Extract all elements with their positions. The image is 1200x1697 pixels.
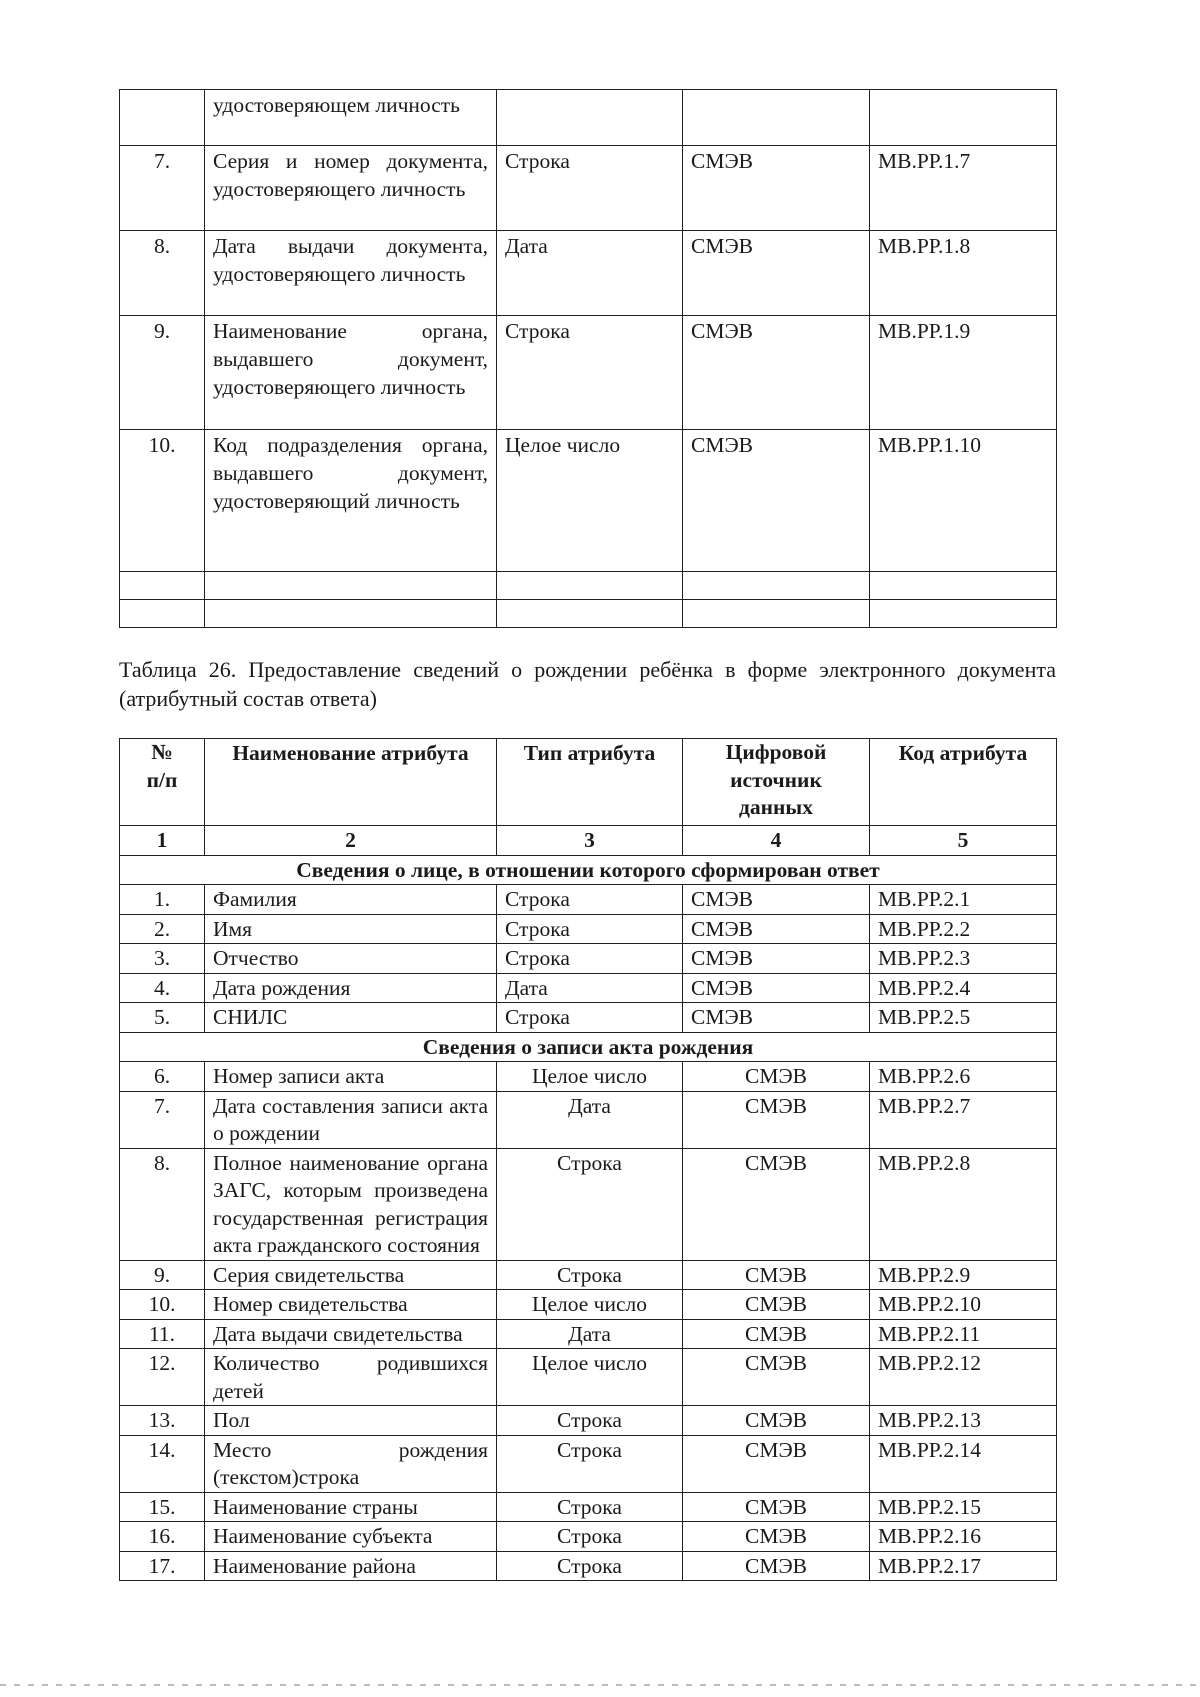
attribute-name: Дата рождения xyxy=(205,973,497,1003)
data-source: СМЭВ xyxy=(683,1148,870,1260)
attribute-type: Строка xyxy=(497,1522,683,1552)
attribute-type: Целое число xyxy=(497,1349,683,1406)
data-source: СМЭВ xyxy=(683,1290,870,1320)
table-26 xyxy=(119,738,1057,1581)
table-continuation xyxy=(119,89,1057,628)
attribute-code: МВ.РР.2.10 xyxy=(870,1290,1057,1320)
table-row xyxy=(120,1319,1057,1349)
row-number: 14. xyxy=(120,1435,205,1492)
data-source: СМЭВ xyxy=(683,1319,870,1349)
attribute-name: Серия свидетельства xyxy=(205,1260,497,1290)
row-number: 10. xyxy=(120,1290,205,1320)
data-source: СМЭВ xyxy=(683,944,870,974)
attribute-type: Дата xyxy=(497,1319,683,1349)
table-row xyxy=(120,914,1057,944)
attribute-type: Строка xyxy=(497,885,683,915)
data-source: СМЭВ xyxy=(683,1435,870,1492)
attribute-type: Строка xyxy=(497,316,683,430)
attribute-code: МВ.РР.1.7 xyxy=(870,146,1057,231)
header-name: Наименование атрибута xyxy=(205,739,497,826)
attribute-type: Строка xyxy=(497,1435,683,1492)
table-row xyxy=(120,1406,1057,1436)
data-source: СМЭВ xyxy=(683,146,870,231)
attribute-name: Пол xyxy=(205,1406,497,1436)
row-number: 1. xyxy=(120,885,205,915)
attribute-name: Дата выдачи свидетельства xyxy=(205,1319,497,1349)
section-row xyxy=(120,1032,1057,1062)
table-row xyxy=(120,1003,1057,1033)
attribute-name: Номер свидетельства xyxy=(205,1290,497,1320)
attribute-name: Полное наименование органа ЗАГС, которым произведена государственная регистрация акта гражданского состояния xyxy=(205,1148,497,1260)
attribute-type: Целое число xyxy=(497,1290,683,1320)
table-row xyxy=(120,1435,1057,1492)
header-num: № п/п xyxy=(120,739,205,826)
row-number: 6. xyxy=(120,1062,205,1092)
data-source: СМЭВ xyxy=(683,1522,870,1552)
data-source: СМЭВ xyxy=(683,316,870,430)
row-number: 2. xyxy=(120,914,205,944)
table-row xyxy=(120,1522,1057,1552)
row-number: 16. xyxy=(120,1522,205,1552)
attribute-name: Номер записи акта xyxy=(205,1062,497,1092)
table-row xyxy=(120,430,1057,572)
row-number: 9. xyxy=(120,316,205,430)
attribute-code: МВ.РР.2.16 xyxy=(870,1522,1057,1552)
attribute-code: МВ.РР.1.9 xyxy=(870,316,1057,430)
attribute-code: МВ.РР.1.8 xyxy=(870,231,1057,316)
table-row xyxy=(120,885,1057,915)
attribute-code: МВ.РР.2.15 xyxy=(870,1492,1057,1522)
column-number: 5 xyxy=(870,826,1057,856)
row-number: 5. xyxy=(120,1003,205,1033)
row-number: 8. xyxy=(120,231,205,316)
attribute-code: МВ.РР.2.12 xyxy=(870,1349,1057,1406)
attribute-name: Отчество xyxy=(205,944,497,974)
row-number: 7. xyxy=(120,146,205,231)
attribute-code: МВ.РР.2.1 xyxy=(870,885,1057,915)
attribute-type: Строка xyxy=(497,1260,683,1290)
attribute-code: МВ.РР.2.7 xyxy=(870,1091,1057,1148)
table-row xyxy=(120,1290,1057,1320)
table-row xyxy=(120,1148,1057,1260)
attribute-name: удостоверяющем личность xyxy=(205,90,497,146)
row-number: 9. xyxy=(120,1260,205,1290)
data-source: СМЭВ xyxy=(683,885,870,915)
attribute-code: МВ.РР.2.17 xyxy=(870,1551,1057,1581)
attribute-name: Место рождения (текстом)строка xyxy=(205,1435,497,1492)
attribute-name: Код подразделения органа, выдавшего документ, удостоверяющий личность xyxy=(205,430,497,572)
row-number: 10. xyxy=(120,430,205,572)
attribute-code: МВ.РР.2.14 xyxy=(870,1435,1057,1492)
data-source xyxy=(683,90,870,146)
table-row xyxy=(120,1492,1057,1522)
attribute-name: Наименование органа, выдавшего документ, удостоверяющего личность xyxy=(205,316,497,430)
section-row xyxy=(120,855,1057,885)
attribute-name: Наименование страны xyxy=(205,1492,497,1522)
row-number: 15. xyxy=(120,1492,205,1522)
attribute-code: МВ.РР.1.10 xyxy=(870,430,1057,572)
attribute-name: Дата выдачи документа, удостоверяющего личность xyxy=(205,231,497,316)
table-row xyxy=(120,1091,1057,1148)
attribute-name: СНИЛС xyxy=(205,1003,497,1033)
row-number xyxy=(120,90,205,146)
attribute-code xyxy=(870,90,1057,146)
data-source: СМЭВ xyxy=(683,1260,870,1290)
table-row xyxy=(120,1349,1057,1406)
column-number: 4 xyxy=(683,826,870,856)
data-source: СМЭВ xyxy=(683,1349,870,1406)
table-row xyxy=(120,316,1057,430)
row-number: 17. xyxy=(120,1551,205,1581)
section-title: Сведения о лице, в отношении которого сформирован ответ xyxy=(120,855,1057,885)
row-number: 7. xyxy=(120,1091,205,1148)
data-source: СМЭВ xyxy=(683,914,870,944)
attribute-code: МВ.РР.2.6 xyxy=(870,1062,1057,1092)
column-number: 1 xyxy=(120,826,205,856)
scan-edge xyxy=(0,1684,1200,1686)
column-number: 3 xyxy=(497,826,683,856)
data-source: СМЭВ xyxy=(683,1091,870,1148)
table-row xyxy=(120,146,1057,231)
row-number: 11. xyxy=(120,1319,205,1349)
attribute-code: МВ.РР.2.2 xyxy=(870,914,1057,944)
attribute-name: Дата составления записи акта о рождении xyxy=(205,1091,497,1148)
column-number: 2 xyxy=(205,826,497,856)
table-caption: Таблица 26. Предоставление сведений о рождении ребёнка в форме электронного документа (атрибутный состав ответа) xyxy=(119,657,1056,711)
table-row xyxy=(120,1551,1057,1581)
data-source: СМЭВ xyxy=(683,1406,870,1436)
table-header-row xyxy=(120,739,1057,826)
row-number: 12. xyxy=(120,1349,205,1406)
attribute-type: Строка xyxy=(497,944,683,974)
section-title: Сведения о записи акта рождения xyxy=(120,1032,1057,1062)
attribute-code: МВ.РР.2.11 xyxy=(870,1319,1057,1349)
attribute-name: Наименование субъекта xyxy=(205,1522,497,1552)
empty-row xyxy=(120,600,1057,628)
attribute-name: Наименование района xyxy=(205,1551,497,1581)
data-source: СМЭВ xyxy=(683,231,870,316)
header-source: Цифровой источник данных xyxy=(683,739,870,826)
header-type: Тип атрибута xyxy=(497,739,683,826)
attribute-type: Строка xyxy=(497,1003,683,1033)
attribute-type: Дата xyxy=(497,973,683,1003)
attribute-type: Целое число xyxy=(497,430,683,572)
attribute-type: Строка xyxy=(497,1551,683,1581)
table-row xyxy=(120,1062,1057,1092)
attribute-name: Имя xyxy=(205,914,497,944)
empty-row xyxy=(120,572,1057,600)
table-row xyxy=(120,231,1057,316)
attribute-code: МВ.РР.2.13 xyxy=(870,1406,1057,1436)
data-source: СМЭВ xyxy=(683,430,870,572)
attribute-type: Строка xyxy=(497,1406,683,1436)
row-number: 3. xyxy=(120,944,205,974)
row-number: 13. xyxy=(120,1406,205,1436)
attribute-type: Дата xyxy=(497,231,683,316)
attribute-type: Строка xyxy=(497,146,683,231)
attribute-name: Серия и номер документа, удостоверяющего личность xyxy=(205,146,497,231)
attribute-name: Количество родившихся детей xyxy=(205,1349,497,1406)
table-row xyxy=(120,1260,1057,1290)
data-source: СМЭВ xyxy=(683,1062,870,1092)
attribute-type: Целое число xyxy=(497,1062,683,1092)
attribute-code: МВ.РР.2.4 xyxy=(870,973,1057,1003)
attribute-code: МВ.РР.2.8 xyxy=(870,1148,1057,1260)
row-number: 8. xyxy=(120,1148,205,1260)
data-source: СМЭВ xyxy=(683,1551,870,1581)
table-row xyxy=(120,944,1057,974)
data-source: СМЭВ xyxy=(683,1492,870,1522)
header-code: Код атрибута xyxy=(870,739,1057,826)
attribute-code: МВ.РР.2.5 xyxy=(870,1003,1057,1033)
attribute-name: Фамилия xyxy=(205,885,497,915)
column-number-row xyxy=(120,826,1057,856)
attribute-type: Дата xyxy=(497,1091,683,1148)
table-row xyxy=(120,90,1057,146)
row-number: 4. xyxy=(120,973,205,1003)
attribute-code: МВ.РР.2.9 xyxy=(870,1260,1057,1290)
attribute-type: Строка xyxy=(497,1492,683,1522)
attribute-code: МВ.РР.2.3 xyxy=(870,944,1057,974)
attribute-type: Строка xyxy=(497,1148,683,1260)
table-row xyxy=(120,973,1057,1003)
attribute-type: Строка xyxy=(497,914,683,944)
attribute-type xyxy=(497,90,683,146)
data-source: СМЭВ xyxy=(683,973,870,1003)
data-source: СМЭВ xyxy=(683,1003,870,1033)
